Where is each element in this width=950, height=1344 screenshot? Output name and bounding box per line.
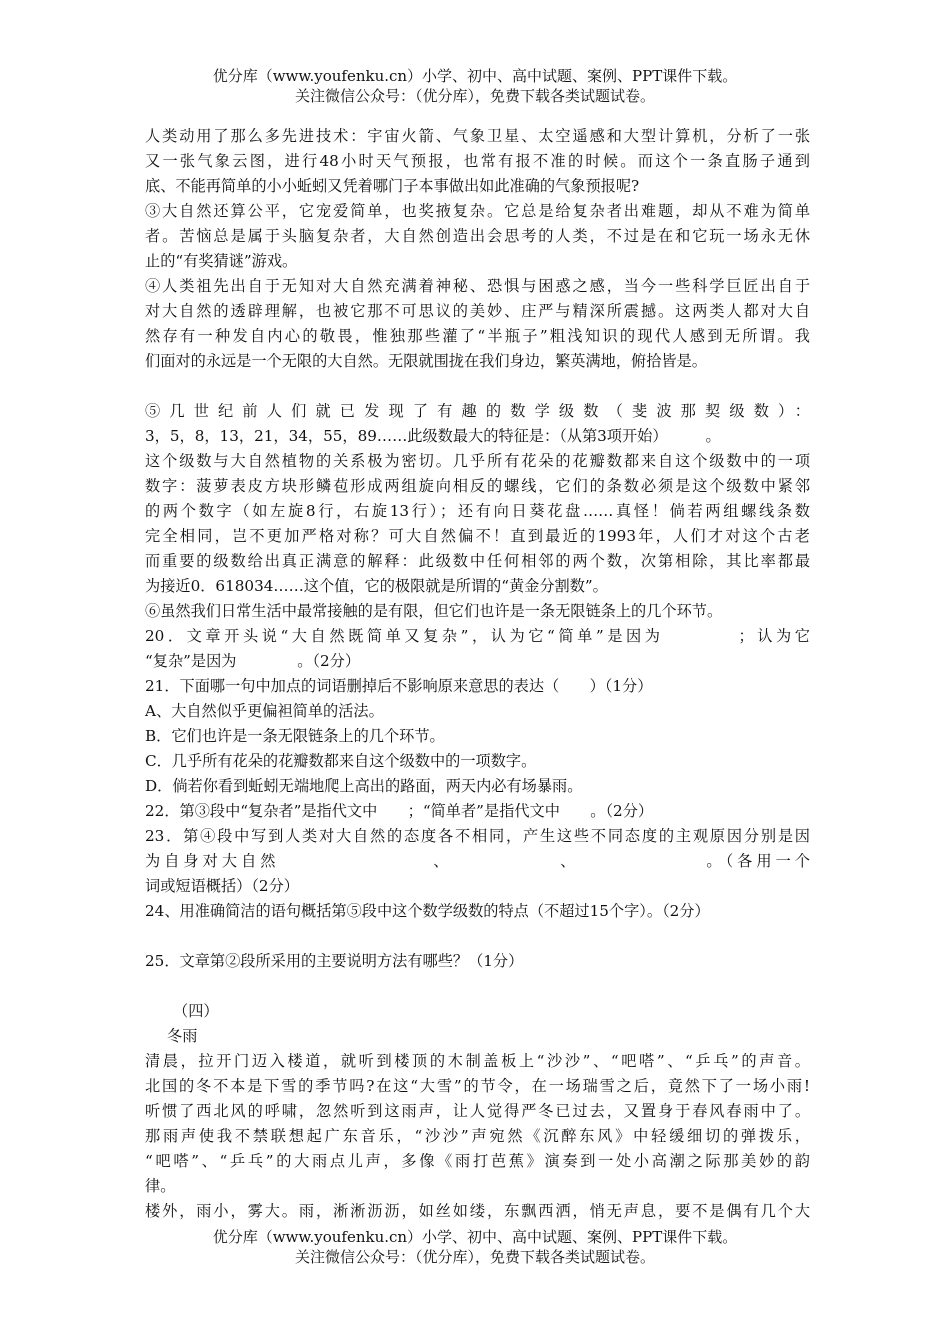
question-20-line: “复杂”是因为 。（2分） [145,652,361,670]
section-4-line: “吧嗒”、“乒乓”的大雨点儿声，多像《雨打芭蕉》演奏到一处小高潮之际那美妙的韵 [145,1152,810,1170]
question-21-option-a: A、大自然似乎更偏袒简单的活法。 [145,702,384,720]
section-4-line: 清晨，拉开门迈入楼道，就听到楼顶的木制盖板上“沙沙”、“吧嗒”、“乒乓”的声音。 [145,1052,810,1070]
question-21-option-c: C．几乎所有花朵的花瓣数都来自这个级数中的一项数字。 [145,752,537,770]
section-4-line: 北国的冬不本是下雪的季节吗?在这“大雪”的节令，在一场瑞雪之后，竟然下了一场小雨! [145,1077,810,1095]
paragraph-3-line: 者。苦恼总是属于头脑复杂者，大自然创造出会思考的人类，不过是在和它玩一场永无休 [145,227,810,245]
paragraph-4-line: 们面对的永远是一个无限的大自然。无限就围拢在我们身边，繁英满地，俯拾皆是。 [145,352,707,370]
paragraph-2-line: 人类动用了那么多先进技术：宇宙火箭、气象卫星、太空遥感和大型计算机，分析了一张 [145,127,810,145]
page-header [0,66,950,106]
header-line-2: 关注微信公众号：（优分库），免费下载各类试题试卷。 [294,87,655,105]
document-body [145,124,810,1224]
footer-line-1: 优分库（www.youfenku.cn）小学、初中、高中试题、案例、PPT课件下载。 [212,1228,738,1246]
paragraph-3-line: ③大自然还算公平，它宠爱简单，也奖掖复杂。它总是给复杂者出难题，却从不难为简单 [145,202,810,220]
question-24: 24、用准确简洁的语句概括第⑤段中这个数学级数的特点（不超过15个字）。（2分） [145,902,710,920]
paragraph-5-line: 这个级数与大自然植物的关系极为密切。几乎所有花朵的花瓣数都来自这个级数中的一项 [145,452,810,470]
paragraph-5-line: ⑤几世纪前人们就已发现了有趣的数学级数（斐波那契级数）： [145,402,810,420]
question-21-option-b: B．它们也许是一条无限链条上的几个环节。 [145,727,445,745]
section-4-title: 冬雨 [167,1027,198,1045]
paragraph-4-line: 对大自然的透辟理解，也被它那不可思议的美妙、庄严与精深所震撼。这两类人都对大自 [145,302,810,320]
paragraph-5-line: 的两个数字（如左旋8行，右旋13行）；还有向日葵花盘……真怪！倘若两组螺线条数 [145,502,810,520]
paragraph-5-line: 而重要的级数给出真正满意的解释：此级数中任何相邻的两个数，次第相除，其比率都最 [145,552,810,570]
question-20-line: 20．文章开头说“大自然既简单又复杂”，认为它“简单”是因为 ；认为它 [145,627,810,645]
paragraph-4-line: ④人类祖先出自于无知对大自然充满着神秘、恐惧与困惑之感，当今一些科学巨匠出自于 [145,277,810,295]
paragraph-4-line: 然存有一种发自内心的敬畏，惟独那些灌了“半瓶子”粗浅知识的现代人感到无所谓。我 [145,327,810,345]
paragraph-5-line: 完全相同，岂不更加严格对称？可大自然偏不！直到最近的1993年，人们才对这个古老 [145,527,810,545]
question-23-line: 词或短语概括）（2分） [145,877,299,895]
header-line-1: 优分库（www.youfenku.cn）小学、初中、高中试题、案例、PPT课件下载。 [212,67,738,85]
question-21: 21．下面哪一句中加点的词语删掉后不影响原来意思的表达（ ）（1分） [145,677,653,695]
question-21-option-d: D．倘若你看到蚯蚓无端地爬上高出的路面，两天内必有场暴雨。 [145,777,583,795]
question-23-line: 23．第④段中写到人类对大自然的态度各不相同，产生这些不同态度的主观原因分别是因 [145,827,810,845]
section-4-line: 楼外，雨小，雾大。雨，淅淅沥沥，如丝如缕，东飘西洒，悄无声息，要不是偶有几个大 [145,1202,810,1220]
blank-line [145,374,810,399]
question-25: 25．文章第②段所采用的主要说明方法有哪些？（1分） [145,952,524,970]
question-22: 22．第③段中“复杂者”是指代文中 ；“简单者”是指代文中 。（2分） [145,802,654,820]
section-4-line: 听惯了西北风的呼啸，忽然听到这雨声，让人觉得严冬已过去，又置身于春风春雨中了。 [145,1102,810,1120]
paragraph-6-line: ⑥虽然我们日常生活中最常接触的是有限，但它们也许是一条无限链条上的几个环节。 [145,602,723,620]
paragraph-3-line: 止的“有奖猜谜”游戏。 [145,252,298,270]
paragraph-5-line: 为接近0．618034……这个值，它的极限就是所谓的“黄金分割数”。 [145,577,608,595]
blank-line [145,974,810,999]
blank-line [145,924,810,949]
section-4-label: （四） [173,1002,219,1020]
page-footer [0,1227,950,1267]
paragraph-2-line: 又一张气象云图，进行48小时天气预报，也常有报不准的时候。而这个一条直肠子通到 [145,152,810,170]
paragraph-5-line: 3，5，8，13，21，34，55，89……此级数最大的特征是：（从第3项开始） 。 [145,427,721,445]
footer-line-2: 关注微信公众号：（优分库），免费下载各类试题试卷。 [294,1248,655,1266]
paragraph-2-line: 底、不能再简单的小小蚯蚓又凭着哪门子本事做出如此准确的气象预报呢? [145,177,640,195]
paragraph-5-line: 数字：菠萝表皮方块形鳞苞形成两组旋向相反的螺线，它们的条数必须是这个级数中紧邻 [145,477,810,495]
section-4-line: 律。 [145,1177,176,1195]
question-23-line: 为自身对大自然 、 、 。（各用一个 [145,852,810,870]
section-4-line: 那雨声使我不禁联想起广东音乐，“沙沙”声宛然《沉醉东风》中轻缓细切的弹拨乐， [145,1127,810,1145]
